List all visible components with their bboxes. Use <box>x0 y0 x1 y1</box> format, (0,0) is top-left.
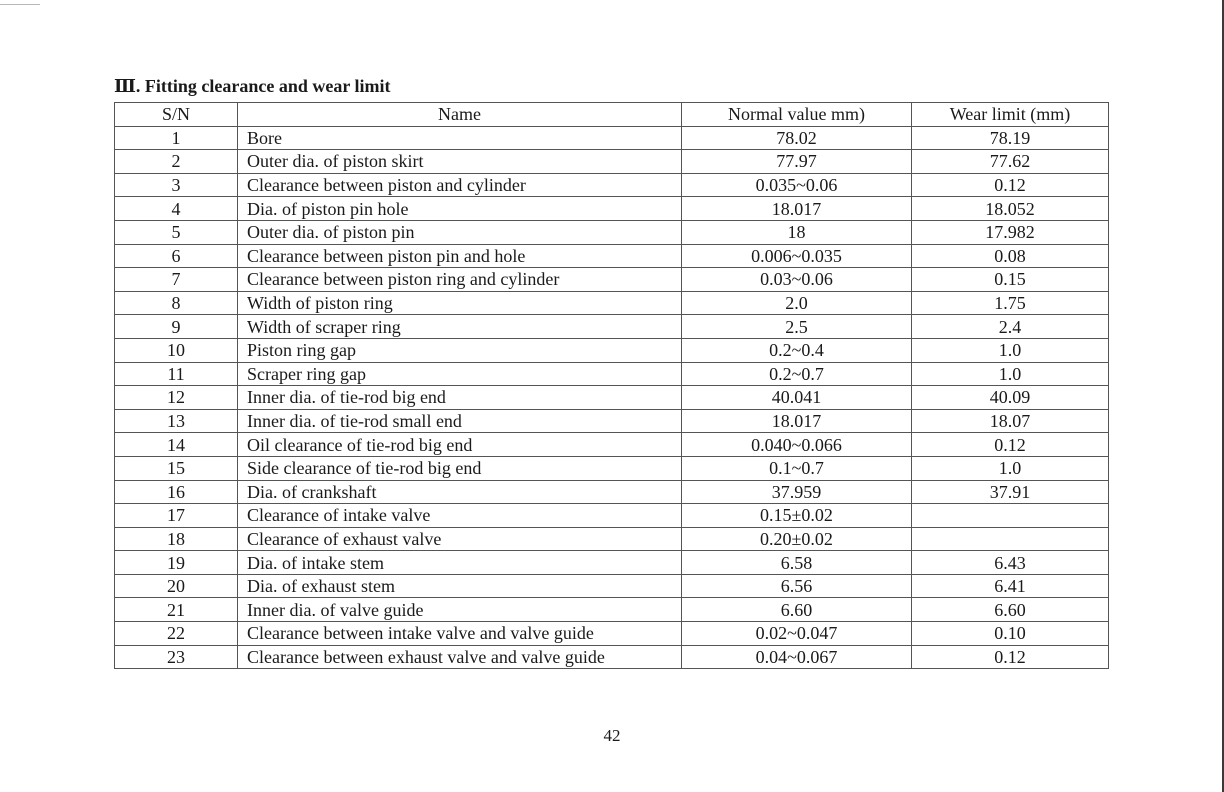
section-title: Ⅲ. Fitting clearance and wear limit <box>114 76 391 96</box>
row-normal-value: 2.5 <box>785 316 808 337</box>
row-normal-value: 18.017 <box>771 198 822 219</box>
row-sn: 10 <box>167 340 185 361</box>
row-sn: 20 <box>167 576 185 597</box>
row-sn: 2 <box>171 151 181 172</box>
row-name: Width of piston ring <box>247 293 393 314</box>
row-wear-limit: 17.982 <box>985 222 1035 243</box>
row-normal-value: 0.02~0.047 <box>755 623 838 644</box>
row-wear-limit: 0.08 <box>994 245 1026 266</box>
table-row <box>115 126 1109 150</box>
table-row <box>115 338 1109 362</box>
row-sn: 19 <box>167 552 185 573</box>
row-normal-value: 0.035~0.06 <box>755 175 838 196</box>
table-row <box>115 315 1109 339</box>
row-sn: 12 <box>167 387 185 408</box>
row-sn: 4 <box>171 198 181 219</box>
row-normal-value: 37.959 <box>771 481 822 502</box>
row-name: Dia. of intake stem <box>247 552 384 573</box>
row-normal-value: 0.2~0.4 <box>769 340 824 361</box>
row-name: Dia. of exhaust stem <box>247 576 395 597</box>
row-sn: 6 <box>171 245 181 266</box>
row-normal-value: 18.017 <box>771 411 822 432</box>
table-row <box>115 645 1109 669</box>
row-normal-value: 2.0 <box>785 293 808 314</box>
row-wear-limit: 40.09 <box>989 387 1031 408</box>
row-normal-value: 0.03~0.06 <box>760 269 833 290</box>
scan-edge-line <box>0 4 40 5</box>
row-normal-value: 6.58 <box>780 552 813 573</box>
header-wear-limit: Wear limit (mm) <box>912 103 1109 127</box>
row-name: Inner dia. of valve guide <box>247 599 424 620</box>
row-normal-value: 0.20±0.02 <box>760 528 833 549</box>
row-name: Piston ring gap <box>247 340 357 361</box>
row-sn: 5 <box>171 222 181 243</box>
row-normal-value: 0.04~0.067 <box>755 646 838 667</box>
table-row <box>115 456 1109 480</box>
row-sn: 15 <box>167 458 185 479</box>
row-sn: 11 <box>167 363 185 384</box>
row-wear-limit: 6.41 <box>994 576 1026 597</box>
row-normal-value: 6.56 <box>780 576 813 597</box>
row-name: Dia. of crankshaft <box>247 481 377 502</box>
table-row <box>115 574 1109 598</box>
row-wear-limit: 1.0 <box>998 340 1022 361</box>
row-sn: 16 <box>167 481 185 502</box>
table-row <box>115 173 1109 197</box>
row-name: Oil clearance of tie-rod big end <box>247 434 473 455</box>
row-name: Clearance between intake valve and valve guide <box>247 623 594 644</box>
row-wear-limit: 18.052 <box>985 198 1035 219</box>
table-row <box>115 150 1109 174</box>
table-row <box>115 480 1109 504</box>
table-row <box>115 197 1109 221</box>
row-wear-limit: 6.43 <box>994 552 1026 573</box>
row-sn: 9 <box>171 316 181 337</box>
table-header-row <box>115 103 1109 127</box>
table-row <box>115 244 1109 268</box>
row-wear-limit: 0.12 <box>994 646 1026 667</box>
row-sn: 21 <box>167 599 185 620</box>
row-wear-limit: 1.0 <box>998 458 1022 479</box>
row-wear-limit: 0.10 <box>994 623 1026 644</box>
row-name: Inner dia. of tie-rod big end <box>247 387 446 408</box>
row-name: Bore <box>247 127 282 148</box>
row-normal-value: 0.006~0.035 <box>751 245 842 266</box>
row-name: Clearance of exhaust valve <box>247 528 442 549</box>
row-wear-limit: 0.15 <box>994 269 1026 290</box>
row-sn: 1 <box>171 127 181 148</box>
row-wear-limit: 18.07 <box>989 411 1031 432</box>
row-wear-limit: 2.4 <box>998 316 1022 337</box>
row-normal-value: 40.041 <box>771 387 822 408</box>
table-row <box>115 433 1109 457</box>
table-row <box>115 220 1109 244</box>
table-row <box>115 622 1109 646</box>
row-normal-value: 0.040~0.066 <box>751 434 842 455</box>
row-sn: 8 <box>171 293 181 314</box>
table-row <box>115 551 1109 575</box>
header-normal-value: Normal value mm) <box>682 103 912 127</box>
row-sn: 18 <box>167 528 185 549</box>
table-row <box>115 291 1109 315</box>
row-name: Clearance between piston and cylinder <box>247 175 526 196</box>
row-name: Scraper ring gap <box>247 363 366 384</box>
row-name: Width of scraper ring <box>247 316 401 337</box>
row-sn: 17 <box>167 505 185 526</box>
table-row <box>115 386 1109 410</box>
table-row <box>115 362 1109 386</box>
table-row <box>115 598 1109 622</box>
row-wear-limit: 6.60 <box>994 599 1026 620</box>
row-name: Clearance between piston ring and cylinder <box>247 269 560 290</box>
row-name: Outer dia. of piston skirt <box>247 151 424 172</box>
row-name: Clearance between exhaust valve and valve guide <box>247 646 605 667</box>
row-wear-limit: 1.0 <box>998 363 1022 384</box>
row-sn: 13 <box>167 411 185 432</box>
row-wear-limit: 77.62 <box>989 151 1031 172</box>
table-row <box>115 504 1109 528</box>
page-number: 42 <box>603 726 621 745</box>
row-normal-value: 6.60 <box>780 599 813 620</box>
row-normal-value: 77.97 <box>776 151 817 172</box>
header-name: Name <box>238 103 682 127</box>
table-row <box>115 527 1109 551</box>
row-name: Clearance between piston pin and hole <box>247 245 526 266</box>
row-name: Dia. of piston pin hole <box>247 198 409 219</box>
row-normal-value: 0.2~0.7 <box>769 363 824 384</box>
row-sn: 7 <box>171 269 181 290</box>
clearance-table <box>114 102 1109 669</box>
row-sn: 23 <box>167 646 185 667</box>
row-name: Inner dia. of tie-rod small end <box>247 411 462 432</box>
row-name: Outer dia. of piston pin <box>247 222 415 243</box>
table-row <box>115 268 1109 292</box>
row-name: Clearance of intake valve <box>247 505 431 526</box>
header-sn: S/N <box>115 103 238 127</box>
row-wear-limit: 78.19 <box>989 127 1031 148</box>
table-row <box>115 409 1109 433</box>
row-normal-value: 78.02 <box>776 127 817 148</box>
row-sn: 3 <box>171 175 181 196</box>
row-wear-limit: 1.75 <box>994 293 1026 314</box>
row-wear-limit: 0.12 <box>994 175 1026 196</box>
row-wear-limit: 37.91 <box>989 481 1031 502</box>
row-normal-value: 0.1~0.7 <box>769 458 824 479</box>
row-sn: 22 <box>167 623 185 644</box>
row-name: Side clearance of tie-rod big end <box>247 458 482 479</box>
row-sn: 14 <box>167 434 185 455</box>
row-wear-limit: 0.12 <box>994 434 1026 455</box>
row-normal-value: 18 <box>787 222 806 243</box>
row-normal-value: 0.15±0.02 <box>760 505 833 526</box>
